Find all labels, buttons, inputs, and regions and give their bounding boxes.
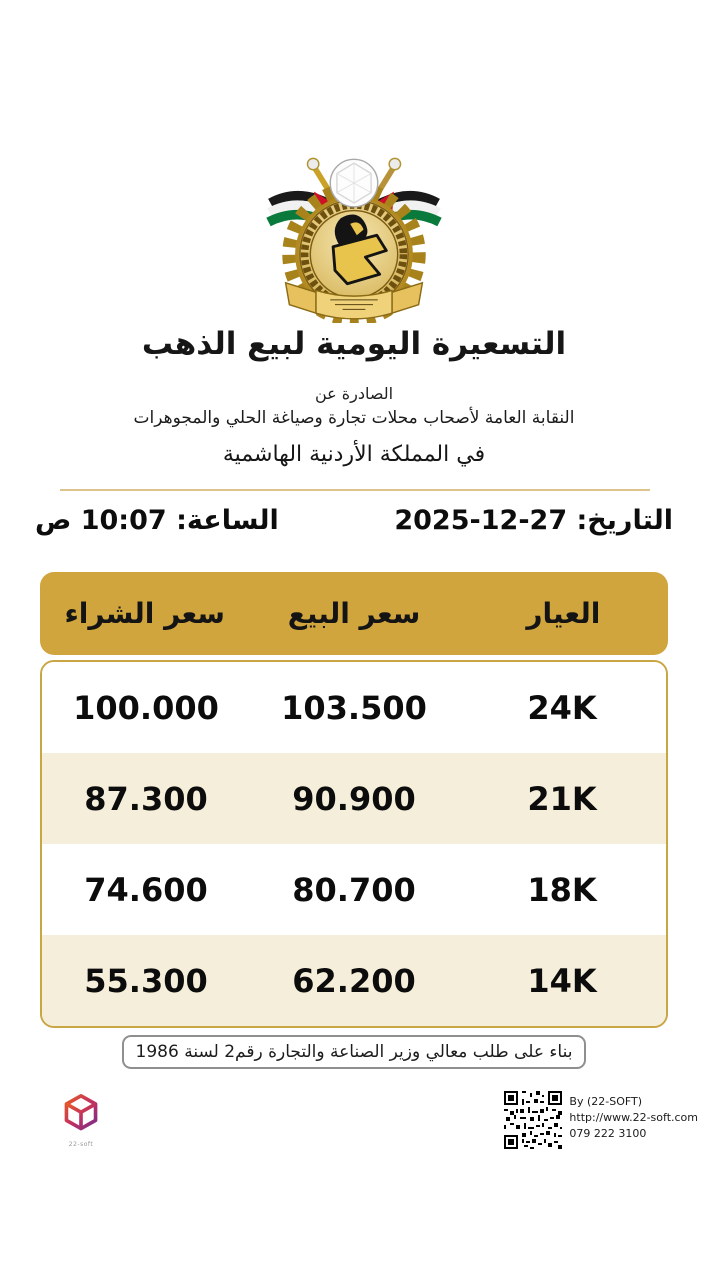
column-header-sell: سعر البيع <box>287 597 421 630</box>
qr-code <box>504 1091 562 1149</box>
buy-price: 87.300 <box>84 779 208 818</box>
table-row-14k <box>42 935 666 1026</box>
branding-phone: 079 222 3100 <box>569 1126 647 1140</box>
sell-price: 62.200 <box>292 961 416 1000</box>
footnote-wrap <box>0 1035 708 1069</box>
column-header-karat: العيار <box>526 597 601 630</box>
divider-line <box>60 489 650 491</box>
karat-value: 24K <box>527 688 597 727</box>
buy-price: 55.300 <box>84 961 208 1000</box>
union-emblem-graphic <box>259 140 449 323</box>
branding-website: http://www.22-soft.com <box>569 1110 698 1124</box>
sell-price: 80.700 <box>292 870 416 909</box>
column-header-buy: سعر الشراء <box>64 597 225 630</box>
table-row-24k <box>42 662 666 753</box>
company-logo-block <box>58 1092 104 1148</box>
table-row-18k <box>42 844 666 935</box>
table-body <box>40 660 668 1028</box>
gold-price-table <box>40 572 668 1028</box>
country-line: في المملكة الأردنية الهاشمية <box>222 442 486 467</box>
page-title: التسعيرة اليومية لبيع الذهب <box>141 326 567 362</box>
buy-price: 100.000 <box>73 688 219 727</box>
branding-by-line: By (22-SOFT) <box>569 1095 643 1108</box>
sell-price: 103.500 <box>281 688 427 727</box>
issued-by-line: الصادرة عن <box>314 384 394 403</box>
table-row-21k <box>42 753 666 844</box>
legal-footnote: بناء على طلب معالي وزير الصناعة والتجارة رقم2 لسنة 1986 <box>122 1035 587 1069</box>
karat-value: 18K <box>527 870 597 909</box>
union-emblem <box>259 140 449 327</box>
pearl-ornament <box>330 159 378 207</box>
karat-value: 21K <box>527 779 597 818</box>
union-name-line: النقابة العامة لأصحاب محلات تجارة وصياغة الحلي والمجوهرات <box>133 408 575 428</box>
branding-text <box>569 1091 698 1142</box>
table-header-row <box>40 572 668 655</box>
sell-price: 90.900 <box>292 779 416 818</box>
cube-logo-icon <box>61 1092 101 1136</box>
date-time-row <box>35 505 673 536</box>
branding-block <box>504 1091 698 1149</box>
karat-value: 14K <box>527 961 597 1000</box>
date-text: التاريخ: 27-12-2025 <box>394 505 673 536</box>
buy-price: 74.600 <box>84 870 208 909</box>
time-text: الساعة: 10:07 ص <box>35 505 279 536</box>
cube-logo-caption: 22-soft <box>68 1141 94 1148</box>
